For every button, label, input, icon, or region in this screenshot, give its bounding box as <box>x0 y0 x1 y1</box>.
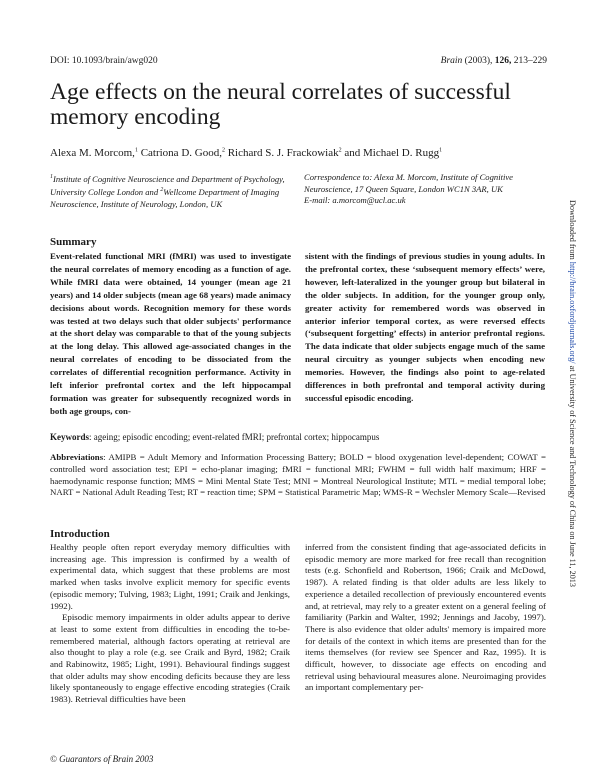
abbreviations <box>50 452 546 499</box>
author-list <box>50 147 442 159</box>
paragraph: Healthy people often report everyday memory difficulties with increasing age. This impression is confirmed by a wealth of experimental data, which suggest that these problems are most marked when tasks involve explicit memory for specific events (episodic memory; Tulving, 1983; Light, 1991; Craik and Jenkings, 1992). <box>50 542 290 611</box>
introduction-heading: Introduction <box>50 528 110 540</box>
journal-year: (2003), <box>464 56 493 66</box>
copyright-footer: © Guarantors of Brain 2003 <box>50 754 154 764</box>
paragraph: Episodic memory impairments in older adults appear to derive at least to some extent from difficulties in encoding the to-be-remembered material, although factors operating at retrieval are also thought to play a role (e.g. see Craik and Byrd, 1982; Craik and Rabinowitz, 1985; Light, 1991). Behavioural findings suggest that older adults may show encoding deficits because they are less likely spontaneously to engage effective encoding strategies (Craik 1983). Retrieval difficulties have been <box>50 612 290 705</box>
download-prefix: Downloaded from <box>568 200 577 262</box>
keywords-text: : ageing; episodic encoding; event-related fMRI; prefrontal cortex; hippocampus <box>89 432 380 442</box>
journal-volume: 126, <box>494 56 512 66</box>
affil-text: Wellcome Department of Imaging Neuroscience, Institute of Neurology, London, UK <box>50 187 280 209</box>
intro-column-right <box>305 542 546 694</box>
citation-header <box>441 56 547 66</box>
author-affil-mark: 1 <box>134 147 138 154</box>
summary-text-left: Event-related functional MRI (fMRI) was used to investigate the neural correlates of memory encoding as a function of age. While fMRI data were obtained, 14 younger (mean age 21 years) and 14 older subjects (mean age 68 years) made animacy decisions about words. Recognition memory for these words was tested at two delays such that older subjects' performance at the short delay was comparable to that of the young subjects at the long delay. This allowed age-associated changes in the neural correlates of encoding to be dissociated from the correlates of differential recognition performance. Activity in left inferior prefrontal cortex and the left hippocampal formation was greater for subsequently recognized words in both age groups, con- <box>50 251 291 416</box>
author-name: and Michael D. Rugg <box>344 147 440 159</box>
affil-mark: 2 <box>160 187 164 194</box>
download-suffix: at University of Science and Technology of China on June 11, 2013 <box>568 363 577 587</box>
keywords-label: Keywords <box>50 432 89 442</box>
paragraph: inferred from the consistent finding that age-associated deficits in episodic memory are more marked for free recall than recognition tests (e.g. Schonfield and Robertson, 1966; Craik and McDowd, 1987). A related finding is that older adults are less likely to experience a detailed recollection of previously encountered events and, at retrieval, may rely to a greater extent on a general feeling of familiarity (Parkin and Walter, 1992; Jennings and Jacoby, 1997). There is also evidence that older adults' memory is impaired more for details of the context in which items are presented than for the items themselves (for review see Spencer and Raz, 1995). It is difficult, however, to dissociate age effects on encoding and retrieval using behavioural measures alone. Neuroimaging provides an important complementary per- <box>305 542 546 693</box>
correspondence <box>304 172 544 207</box>
summary-heading: Summary <box>50 236 97 248</box>
paper-title: Age effects on the neural correlates of successful memory encoding <box>50 79 511 130</box>
keywords <box>50 432 550 442</box>
doi-header: DOI: 10.1093/brain/awg020 <box>50 56 158 66</box>
abbreviations-label: Abbreviations <box>50 452 104 462</box>
journal-pages: 213–229 <box>513 56 547 66</box>
intro-column-left <box>50 542 290 706</box>
correspondence-email[interactable]: E-mail: a.morcom@ucl.ac.uk <box>304 195 406 205</box>
author-affil-mark: 2 <box>338 147 342 154</box>
author-name: Catriona D. Good, <box>140 147 222 159</box>
correspondence-address: Correspondence to: Alexa M. Morcom, Institute of Cognitive Neuroscience, 17 Queen Square, London WC1N 3AR, UK <box>304 172 513 194</box>
author-name: Richard S. J. Frackowiak <box>227 147 339 159</box>
affil-text: Institute of Cognitive Neuroscience and Department of Psychology, University College London and <box>50 173 285 198</box>
download-notice <box>568 200 582 587</box>
affiliations <box>50 172 285 210</box>
author-affil-mark: 1 <box>439 147 443 154</box>
author-name: Alexa M. Morcom, <box>50 147 135 159</box>
download-link[interactable]: http://brain.oxfordjournals.org/ <box>568 261 577 364</box>
journal-name: Brain <box>440 56 463 66</box>
abbreviations-text: : AMIPB = Adult Memory and Information Processing Battery; BOLD = blood oxygenation level-dependent; COWAT = controlled word association test; EPI = echo-planar imaging; fMRI = functional MRI; FWHM = full width half maximum; HRF = haemodynamic response function; MMS = Mini Mental State Test; MNI = Montreal Neurological Institute; MTL = medial temporal lobe; NART = National Adult Reading Test; RT = reaction time; SPM = Statistical Parametric Map; WMS-R = Wechsler Memory Scale—Revised <box>50 452 546 498</box>
summary-text-right: sistent with the findings of previous studies in young adults. In the prefrontal cortex, these ‘subsequent memory effects’ were, however, left-lateralized in the younger group but bilateral in the older subjects. In addition, for the younger group only, greater activity for remembered words was observed in anterior inferior temporal cortex, as were reversed effects (‘subsequent forgetting’ effects) in anterior prefrontal regions. The data indicate that older subjects engage much of the same neural circuitry as younger subjects when encoding new memories. However, the findings also point to age-related differences in both prefrontal and temporal activity during successful episodic encoding. <box>305 251 545 403</box>
author-affil-mark: 2 <box>221 147 225 154</box>
affil-mark: 1 <box>50 174 53 180</box>
